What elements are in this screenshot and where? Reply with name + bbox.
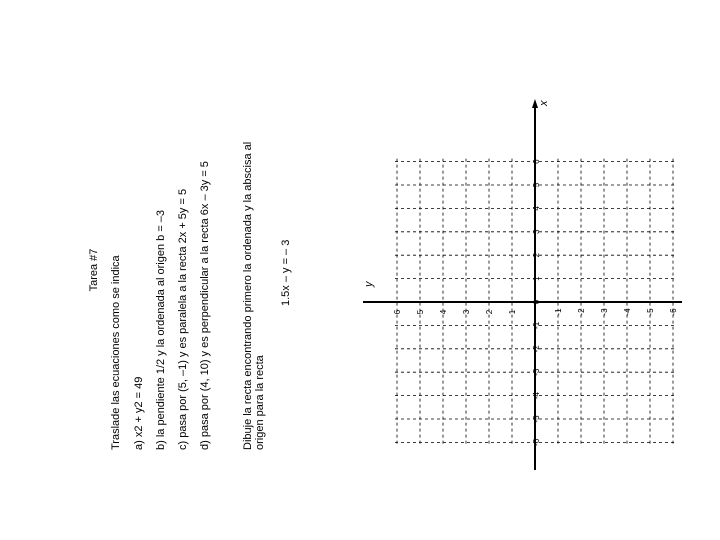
y-tick-label: 2 <box>485 309 494 315</box>
y-tick-label: 5 <box>416 309 425 315</box>
y-tick-label: -4 <box>623 308 632 316</box>
x-tick-label: 5 <box>532 182 541 188</box>
item-a: a) x2 + y2 = 49 <box>133 376 145 450</box>
x-tick-label: 2 <box>532 252 541 258</box>
y-tick-label: -5 <box>646 308 655 316</box>
item-d: d) pasa por (4, 10) y es perpendicular a la recta 6x – 3y = 5 <box>199 161 211 450</box>
x-tick-label: 1 <box>532 276 541 281</box>
x-tick-label: -2 <box>532 345 541 353</box>
y-tick-label: -3 <box>600 308 609 316</box>
y-tick-label: -1 <box>554 308 563 316</box>
instruction-line-1: Dibuje la recta encontrando primero la ordenada y la abscisa al <box>242 141 254 450</box>
axis-label-y: y <box>363 281 375 287</box>
instruction-line-2: origen para la recta <box>254 355 266 450</box>
equation: 1.5x – y = – 3 <box>280 239 292 306</box>
y-tick-label: 1 <box>508 309 517 315</box>
y-tick-label: 3 <box>462 309 471 315</box>
x-tick-label: -6 <box>532 438 541 446</box>
y-tick-label: 6 <box>393 309 402 315</box>
y-tick-label: 4 <box>439 309 448 315</box>
x-tick-label: 4 <box>532 206 541 211</box>
x-tick-label: -4 <box>532 392 541 400</box>
y-tick-label: -2 <box>577 308 586 316</box>
axis-label-x: x <box>538 100 550 106</box>
item-b: b) la pendiente 1/2 y la ordenada al origen b = –3 <box>155 209 167 450</box>
x-tick-label: -5 <box>532 415 541 423</box>
worksheet-intro: Traslade las ecuaciones como se indica <box>110 255 122 450</box>
x-tick-label: 3 <box>532 229 541 235</box>
x-tick-label: -3 <box>532 368 541 376</box>
x-tick-label: 0 <box>532 299 541 305</box>
coordinate-grid <box>363 99 682 470</box>
item-c: c) pasa por (5, –1) y es paralela a la recta 2x + 5y = 5 <box>177 188 189 450</box>
x-tick-label: -1 <box>532 321 541 329</box>
worksheet-title: Tarea #7 <box>88 248 100 292</box>
y-tick-label: -6 <box>669 308 678 316</box>
x-tick-label: 6 <box>532 159 541 164</box>
